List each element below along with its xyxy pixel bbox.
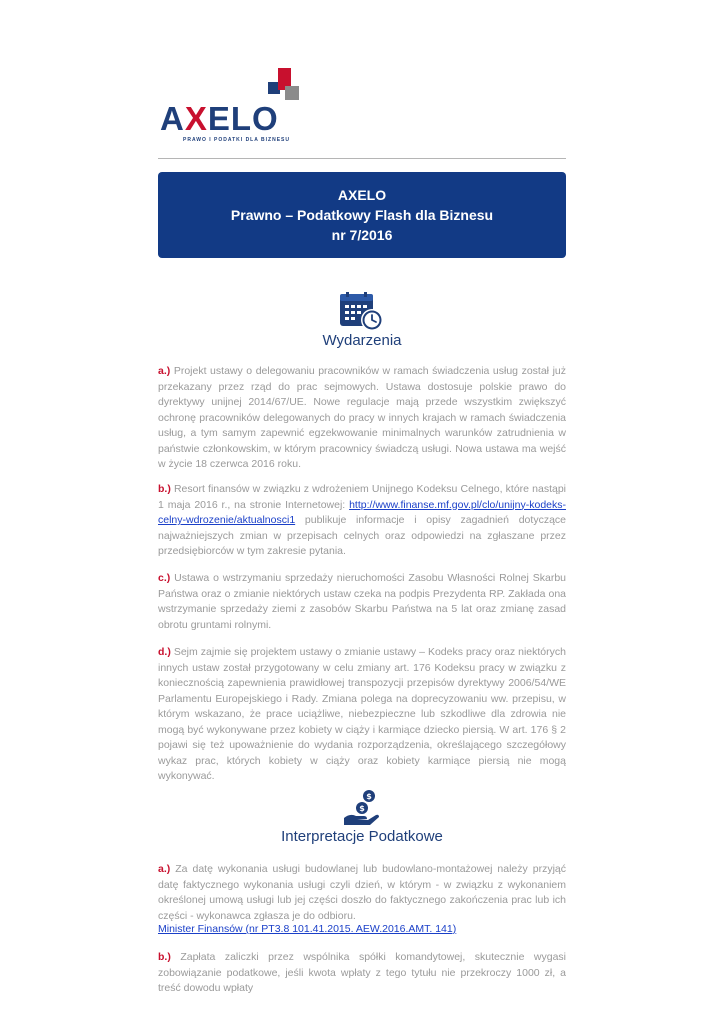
section-title-interpretacje: Interpretacje Podatkowe — [281, 828, 443, 845]
logo-square-gray — [285, 86, 299, 100]
logo-tagline: PRAWO I PODATKI DLA BIZNESU — [183, 137, 290, 143]
event-item-b: b.) Resort finansów w związku z wdrożeniem Unijnego Kodeksu Celnego, które nastąpi 1 maja 2016 r., na stronie Internetowej: http://www.finanse.mf.gov.pl/clo/unijny-kodeks-celny-wdrozenie/aktualnosci1 publikuje informacje i opisy zagadnień dotyczące najważniejszych zmian w przepisach celnych oraz odpowiedzi na zgłaszane przez przedsiębiorców w tym zakresie pytania. — [158, 483, 566, 557]
hand-coins-icon — [342, 788, 382, 828]
tax-item-b: b.) Zapłata zaliczki przez wspólnika spółki komandytowej, skutecznie wygasi zobowiązanie podatkowe, jeśli kwota wpłaty z tego tytułu nie przekroczy 1000 zł, a treść dowodu wpłaty — [158, 951, 566, 994]
tax-item-a-source — [158, 922, 566, 937]
tax-item-a: a.) Za datę wykonania usługi budowlanej lub budowlano-montażowej należy przyjąć datę faktycznego wykonania usługi czyli dzień, w którym - w związku z wykonaniem określonej umową usługi lub jej części doszło do faktycznego zakończenia prac lub ich części - wykonawca zgłasza je do odbioru. — [158, 863, 566, 922]
tax-item-a-source-link[interactable]: Minister Finansów (nr PT3.8 101.41.2015. AEW.2016.AMT. 141) — [158, 923, 457, 935]
newsletter-banner — [158, 172, 566, 258]
logo-wordmark: AXELO — [160, 100, 279, 137]
axelo-logo — [158, 66, 308, 144]
event-item-d: d.) Sejm zajmie się projektem ustawy o zmianie ustawy – Kodeks pracy oraz niektórych innych ustaw został przygotowany w celu zmiany art. 176 Kodeksu pracy w związku z koniecznością zapewnienia prawidłowej transpozycji przepisów dyrektywy 2006/54/WE Parlamentu Europejskiego i Rady. Zmiana polega na doprecyzowaniu ww. przepisu, w którym wskazano, że prace uciążliwe, niebezpieczne lub szkodliwe dla zdrowia nie mogą być wykonywane przez kobiety w ciąży i karmiące dziecko piersią. W art. 176 § 2 pojawi się też upoważnienie do wydania rozporządzenia, określającego szczegółowy wykaz prac, których kobiety w ciąży oraz kobiety karmiące piersią nie mogą wykonywać. — [158, 646, 566, 782]
banner-title: AXELO — [337, 187, 387, 203]
header-divider — [158, 158, 566, 159]
svg-text:$: $ — [366, 792, 372, 801]
banner-issue-number: nr 7/2016 — [331, 227, 393, 243]
event-item-c: c.) Ustawa o wstrzymaniu sprzedaży nieruchomości Zasobu Własności Rolnej Skarbu Państwa oraz o zmianie niektórych ustaw czeka na podpis Prezydenta RP. Zakłada ona wstrzymanie sprzedaży ziemi z zasobów Skarbu Państwa na 5 lat oraz zmianę zasad obrotu gruntami rolnymi. — [158, 572, 566, 631]
section-title-wydarzenia: Wydarzenia — [322, 332, 402, 349]
calendar-clock-icon — [339, 292, 385, 334]
customs-code-link[interactable]: http://www.finanse.mf.gov.pl/clo/unijny-kodeks-celny-wdrozenie/aktualnosci1 — [158, 498, 566, 526]
svg-text:$: $ — [359, 804, 365, 813]
banner-subtitle: Prawno – Podatkowy Flash dla Biznesu — [230, 207, 494, 223]
event-item-a: a.) Projekt ustawy o delegowaniu pracowników w ramach świadczenia usług został już przekazany przez rząd do prac sejmowych. Ustawa dostosuje polskie prawo do dyrektywy unijnej 2014/67/UE. Nowe regulacje mają przede wszystkim zwiększyć ochronę pracowników delegowanych do pracy w innych krajach w ramach świadczenia usług, a tym samym zapewnić egzekwowanie minimalnych warunków zatrudnienia w państwie członkowskim, w którym pracownicy świadczą usługi. Nowa ustawa ma wejść w życie 18 czerwca 2016 roku. — [158, 365, 566, 470]
